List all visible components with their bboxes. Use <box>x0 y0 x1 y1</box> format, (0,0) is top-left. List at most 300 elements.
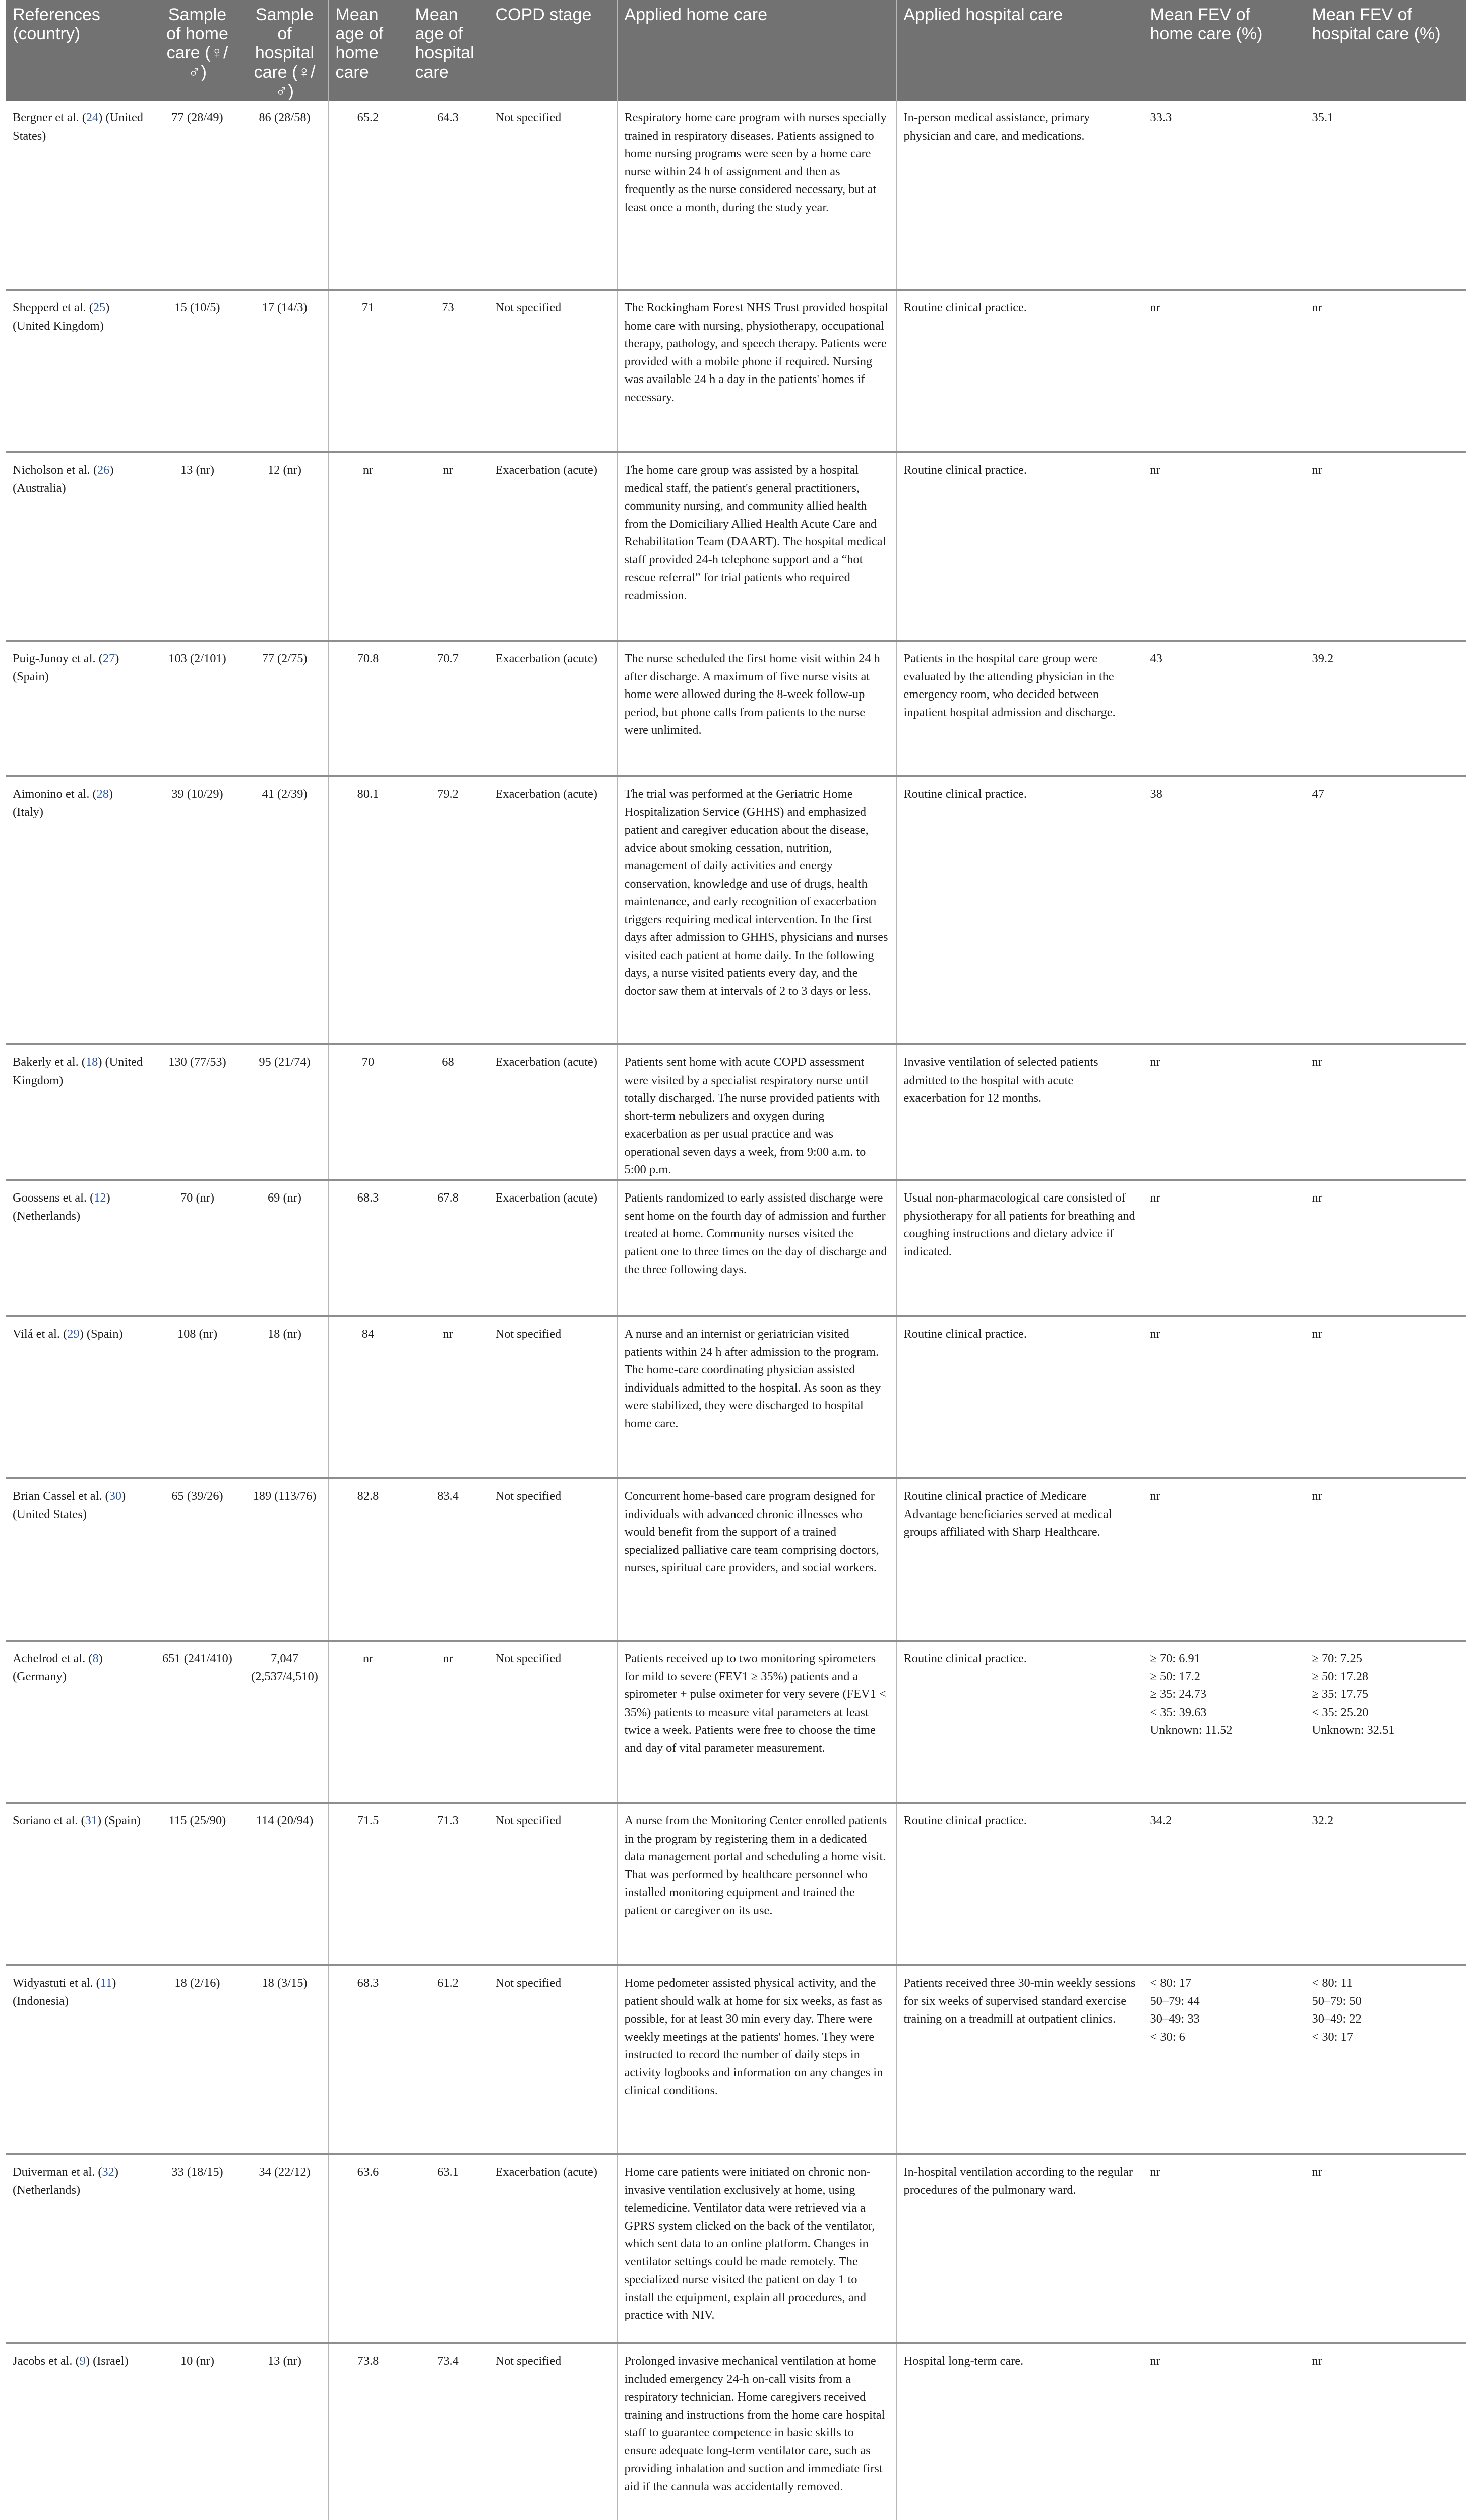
reference-cell <box>6 1803 154 1965</box>
age-hospital-cell-text: 68 <box>442 1055 454 1069</box>
fev-hospital-cell <box>1305 776 1466 1044</box>
home-care-cell-text: Concurrent home-based care program designed for individuals with advanced chronic illnesses who would benefit from the support of a trained specialized palliative care team comprising doctors, nurses, spiritual care providers, and social workers. <box>624 1489 879 1574</box>
age-home-cell-text: 80.1 <box>357 787 379 801</box>
age-home-cell-text: 68.3 <box>357 1976 379 1990</box>
sample-home-cell-text: 39 (10/29) <box>171 787 223 801</box>
fev-home-cell <box>1143 452 1305 641</box>
home-care-cell-text: Prolonged invasive mechanical ventilation at home included emergency 24-h on-call visits from a respiratory technician. Home caregivers received training and instructions from the home care hospital staff to guarantee competence in basic skills to ensure adequate long-term ventilator care, such as providing inhalation and suction and immediate first aid if the cannula was accidentally removed. <box>624 2354 885 2493</box>
sample-home-cell-text: 13 (nr) <box>180 463 215 477</box>
citation-link[interactable]: 29 <box>67 1327 80 1341</box>
fev-hospital-cell <box>1305 1478 1466 1641</box>
sample-hospital-cell <box>241 2343 328 2520</box>
hospital-care-cell <box>896 1965 1143 2154</box>
reference-country: ) (Spain) <box>13 652 119 683</box>
reference-author: Jacobs et al. ( <box>13 2354 80 2368</box>
age-hospital-cell <box>408 1044 488 1180</box>
age-home-cell-text: 82.8 <box>357 1489 379 1503</box>
age-hospital-cell <box>408 2154 488 2343</box>
reference-author: Achelrod et al. ( <box>13 1652 93 1665</box>
studies-table <box>6 0 1466 2520</box>
reference-author: Bakerly et al. ( <box>13 1055 86 1069</box>
fev-home-cell <box>1143 1044 1305 1180</box>
col-header-age-home: Mean age of home care <box>328 0 408 101</box>
age-home-cell-text: 63.6 <box>357 2165 379 2179</box>
fev-hospital-cell-text: nr <box>1312 1489 1322 1503</box>
copd-stage-cell-text: Not specified <box>495 301 562 314</box>
copd-stage-cell-text: Not specified <box>495 1976 562 1990</box>
reference-cell <box>6 1316 154 1478</box>
home-care-cell-text: Home pedometer assisted physical activity, and the patient should walk at home for six weeks, as fast as possible, for at least 30 min every day. There were weekly meetings at the patients' homes. They were instructed to record the number of daily steps in activity logbooks and information on any changes in clinical conditions. <box>624 1976 883 2097</box>
age-home-cell <box>328 1478 408 1641</box>
fev-home-cell <box>1143 290 1305 452</box>
fev-home-cell <box>1143 2343 1305 2520</box>
age-hospital-cell <box>408 1965 488 2154</box>
citation-link[interactable]: 12 <box>94 1191 106 1205</box>
fev-home-cell-text: nr <box>1150 1327 1160 1341</box>
hospital-care-cell-text: Usual non-pharmacological care consisted of physiotherapy for all patients for breathing and coughing instructions and dietary advice if indicated. <box>903 1191 1135 1258</box>
home-care-cell-text: Respiratory home care program with nurses specially trained in respiratory diseases. Patients assigned to home nursing programs were seen by a home care nurse within 24 h of assignment and then as frequently as the nurse considered necessary, but at least once a month, during the study year. <box>624 111 887 214</box>
reference-cell <box>6 452 154 641</box>
copd-stage-cell <box>488 2343 617 2520</box>
sample-home-cell-text: 115 (25/90) <box>168 1814 226 1828</box>
copd-stage-cell <box>488 2154 617 2343</box>
col-header-hospital-care: Applied hospital care <box>896 0 1143 101</box>
age-hospital-cell-text: 83.4 <box>437 1489 459 1503</box>
copd-stage-cell-text: Exacerbation (acute) <box>495 652 597 665</box>
home-care-cell <box>617 2154 896 2343</box>
sample-home-cell <box>154 776 241 1044</box>
reference-cell <box>6 1478 154 1641</box>
reference-author: Nicholson et al. ( <box>13 463 97 477</box>
sample-home-cell <box>154 1965 241 2154</box>
sample-hospital-cell-text: 34 (22/12) <box>259 2165 311 2179</box>
fev-home-cell-text: < 80: 17 50–79: 44 30–49: 33 < 30: 6 <box>1150 1976 1200 2044</box>
copd-stage-cell <box>488 1478 617 1641</box>
sample-home-cell-text: 10 (nr) <box>180 2354 215 2368</box>
sample-home-cell <box>154 1180 241 1316</box>
col-header-references: References (country) <box>6 0 154 101</box>
sample-home-cell <box>154 290 241 452</box>
fev-hospital-cell <box>1305 641 1466 776</box>
home-care-cell <box>617 1478 896 1641</box>
reference-country: ) (United Kingdom) <box>13 301 110 333</box>
copd-stage-cell <box>488 1316 617 1478</box>
citation-link[interactable]: 32 <box>102 2165 114 2179</box>
copd-stage-cell-text: Exacerbation (acute) <box>495 1055 597 1069</box>
age-home-cell-text: nr <box>362 463 374 477</box>
home-care-cell-text: A nurse from the Monitoring Center enrolled patients in the program by registering them in a dedicated data management portal and scheduling a home visit. That was performed by healthcare personnel who installed monitoring equipment and trained the patient or caregiver on its use. <box>624 1814 887 1917</box>
copd-stage-cell-text: Not specified <box>495 2354 562 2368</box>
table-row <box>6 1965 1466 2154</box>
fev-home-cell-text: nr <box>1150 463 1160 477</box>
hospital-care-cell-text: Routine clinical practice. <box>903 301 1027 314</box>
citation-link[interactable]: 11 <box>100 1976 112 1990</box>
hospital-care-cell-text: Routine clinical practice. <box>903 463 1027 477</box>
sample-hospital-cell <box>241 776 328 1044</box>
reference-country: ) (Italy) <box>13 787 113 819</box>
age-home-cell-text: 68.3 <box>357 1191 379 1205</box>
sample-hospital-cell <box>241 1316 328 1478</box>
table-row <box>6 290 1466 452</box>
age-hospital-cell <box>408 1180 488 1316</box>
hospital-care-cell-text: Routine clinical practice. <box>903 787 1027 801</box>
sample-hospital-cell-text: 189 (113/76) <box>253 1489 317 1503</box>
fev-hospital-cell-text: 35.1 <box>1312 111 1334 124</box>
table-row <box>6 641 1466 776</box>
copd-stage-cell-text: Exacerbation (acute) <box>495 1191 597 1205</box>
reference-author: Soriano et al. ( <box>13 1814 85 1828</box>
citation-link[interactable]: 24 <box>86 111 99 124</box>
sample-hospital-cell-text: 41 (2/39) <box>262 787 308 801</box>
sample-home-cell <box>154 1641 241 1803</box>
reference-country: ) (Netherlands) <box>13 1191 110 1223</box>
hospital-care-cell <box>896 776 1143 1044</box>
hospital-care-cell <box>896 641 1143 776</box>
reference-cell <box>6 1965 154 2154</box>
home-care-cell <box>617 2343 896 2520</box>
age-hospital-cell-text: 79.2 <box>437 787 459 801</box>
hospital-care-cell <box>896 1044 1143 1180</box>
copd-stage-cell <box>488 1965 617 2154</box>
age-hospital-cell-text: 71.3 <box>437 1814 459 1828</box>
sample-home-cell <box>154 2343 241 2520</box>
citation-link[interactable]: 28 <box>96 787 109 801</box>
fev-hospital-cell <box>1305 2343 1466 2520</box>
copd-stage-cell <box>488 1180 617 1316</box>
sample-home-cell-text: 130 (77/53) <box>168 1055 226 1069</box>
hospital-care-cell-text: Patients in the hospital care group were evaluated by the attending physician in the emergency room, who decided between inpatient hospital admission and discharge. <box>903 652 1116 719</box>
reference-country: ) (Spain) <box>97 1814 141 1828</box>
age-home-cell <box>328 1180 408 1316</box>
reference-country: ) (United Kingdom) <box>13 1055 143 1087</box>
sample-home-cell-text: 18 (2/16) <box>174 1976 220 1990</box>
age-hospital-cell-text: 61.2 <box>437 1976 459 1990</box>
age-home-cell-text: 84 <box>361 1327 375 1341</box>
sample-hospital-cell-text: 77 (2/75) <box>262 652 308 665</box>
citation-link[interactable]: 9 <box>79 2354 86 2368</box>
hospital-care-cell <box>896 1641 1143 1803</box>
sample-hospital-cell-text: 114 (20/94) <box>256 1814 314 1828</box>
age-hospital-cell <box>408 1478 488 1641</box>
age-hospital-cell-text: nr <box>443 463 453 477</box>
home-care-cell <box>617 101 896 290</box>
col-header-sample-hospital: Sample of hospital care (♀/♂) <box>241 0 328 101</box>
reference-author: Shepperd et al. ( <box>13 301 93 314</box>
age-hospital-cell-text: 67.8 <box>437 1191 459 1205</box>
fev-hospital-cell <box>1305 452 1466 641</box>
age-home-cell-text: 70 <box>361 1055 375 1069</box>
reference-author: Duiverman et al. ( <box>13 2165 102 2179</box>
reference-cell <box>6 1044 154 1180</box>
hospital-care-cell <box>896 2154 1143 2343</box>
sample-home-cell <box>154 1478 241 1641</box>
citation-link[interactable]: 25 <box>93 301 106 314</box>
fev-hospital-cell-text: nr <box>1312 1191 1322 1205</box>
age-home-cell <box>328 1965 408 2154</box>
fev-hospital-cell <box>1305 1180 1466 1316</box>
copd-stage-cell-text: Not specified <box>495 111 562 124</box>
age-hospital-cell <box>408 1803 488 1965</box>
fev-hospital-cell <box>1305 1965 1466 2154</box>
copd-stage-cell <box>488 1803 617 1965</box>
table-row <box>6 2154 1466 2343</box>
hospital-care-cell-text: Invasive ventilation of selected patients admitted to the hospital with acute exacerbation for 12 months. <box>903 1055 1098 1105</box>
table-body <box>6 101 1466 2520</box>
sample-hospital-cell-text: 13 (nr) <box>267 2354 302 2368</box>
fev-hospital-cell-text: 47 <box>1312 787 1324 801</box>
col-header-fev-home: Mean FEV of home care (%) <box>1143 0 1305 101</box>
age-hospital-cell <box>408 641 488 776</box>
age-hospital-cell-text: nr <box>443 1652 453 1665</box>
hospital-care-cell-text: In-person medical assistance, primary physician and care, and medications. <box>903 111 1090 143</box>
reference-author: Goossens et al. ( <box>13 1191 94 1205</box>
age-home-cell-text: 65.2 <box>357 111 379 124</box>
copd-stage-cell-text: Exacerbation (acute) <box>495 787 597 801</box>
fev-hospital-cell-text: nr <box>1312 1055 1322 1069</box>
reference-author: Puig-Junoy et al. ( <box>13 652 103 665</box>
col-header-fev-hospital: Mean FEV of hospital care (%) <box>1305 0 1466 101</box>
citation-link[interactable]: 26 <box>97 463 110 477</box>
hospital-care-cell-text: In-hospital ventilation according to the regular procedures of the pulmonary ward. <box>903 2165 1133 2197</box>
table-row <box>6 1641 1466 1803</box>
sample-hospital-cell <box>241 1044 328 1180</box>
reference-country: ) (Spain) <box>79 1327 123 1341</box>
fev-home-cell <box>1143 2154 1305 2343</box>
home-care-cell <box>617 1180 896 1316</box>
sample-home-cell-text: 103 (2/101) <box>168 652 226 665</box>
reference-author: Aimonino et al. ( <box>13 787 97 801</box>
hospital-care-cell <box>896 290 1143 452</box>
sample-home-cell <box>154 641 241 776</box>
home-care-cell <box>617 1803 896 1965</box>
fev-hospital-cell-text: nr <box>1312 463 1322 477</box>
reference-cell <box>6 776 154 1044</box>
reference-country: ) (United States) <box>13 1489 126 1521</box>
fev-home-cell-text: nr <box>1150 2354 1160 2368</box>
citation-link[interactable]: 31 <box>85 1814 97 1828</box>
fev-hospital-cell-text: 39.2 <box>1312 652 1334 665</box>
age-home-cell <box>328 641 408 776</box>
home-care-cell <box>617 776 896 1044</box>
reference-cell <box>6 641 154 776</box>
age-home-cell <box>328 1316 408 1478</box>
reference-author: Widyastuti et al. ( <box>13 1976 100 1990</box>
col-header-home-care: Applied home care <box>617 0 896 101</box>
hospital-care-cell-text: Routine clinical practice. <box>903 1327 1027 1341</box>
age-hospital-cell <box>408 1316 488 1478</box>
citation-link[interactable]: 8 <box>92 1652 99 1665</box>
fev-home-cell <box>1143 1180 1305 1316</box>
age-home-cell-text: 71 <box>361 301 375 314</box>
age-hospital-cell-text: 70.7 <box>437 652 459 665</box>
age-hospital-cell-text: 63.1 <box>437 2165 459 2179</box>
hospital-care-cell <box>896 1316 1143 1478</box>
citation-link[interactable]: 30 <box>109 1489 122 1503</box>
hospital-care-cell <box>896 1803 1143 1965</box>
fev-hospital-cell-text: nr <box>1312 2165 1322 2179</box>
table-row <box>6 1180 1466 1316</box>
reference-cell <box>6 1641 154 1803</box>
reference-author: Vilá et al. ( <box>13 1327 68 1341</box>
home-care-cell-text: Home care patients were initiated on chronic non-invasive ventilation exclusively at home, using telemedicine. Ventilator data were retrieved via a GPRS system clicked on the back of the ventilator, which sent data to an online platform. Changes in ventilator settings could be made remotely. The specialized nurse visited the patient on day 1 to install the equipment, explain all procedures, and practice with NIV. <box>624 2165 875 2322</box>
age-hospital-cell <box>408 101 488 290</box>
copd-stage-cell-text: Exacerbation (acute) <box>495 463 597 477</box>
fev-hospital-cell <box>1305 1044 1466 1180</box>
age-home-cell <box>328 452 408 641</box>
table-row <box>6 2343 1466 2520</box>
copd-stage-cell-text: Not specified <box>495 1814 562 1828</box>
age-hospital-cell-text: nr <box>443 1327 453 1341</box>
age-home-cell <box>328 2343 408 2520</box>
sample-home-cell-text: 651 (241/410) <box>162 1652 232 1665</box>
reference-cell <box>6 2154 154 2343</box>
reference-country: ) (Israel) <box>85 2354 129 2368</box>
sample-hospital-cell-text: 18 (nr) <box>267 1327 302 1341</box>
fev-home-cell-text: ≥ 70: 6.91 ≥ 50: 17.2 ≥ 35: 24.73 < 35: 39.63 Unknown: 11.52 <box>1150 1652 1233 1737</box>
sample-hospital-cell <box>241 1965 328 2154</box>
age-hospital-cell-text: 73.4 <box>437 2354 459 2368</box>
table-row <box>6 776 1466 1044</box>
fev-hospital-cell <box>1305 1316 1466 1478</box>
age-hospital-cell <box>408 776 488 1044</box>
sample-hospital-cell <box>241 1478 328 1641</box>
age-hospital-cell <box>408 290 488 452</box>
reference-cell <box>6 2343 154 2520</box>
copd-stage-cell-text: Not specified <box>495 1489 562 1503</box>
age-home-cell-text: 70.8 <box>357 652 379 665</box>
home-care-cell-text: The trial was performed at the Geriatric Home Hospitalization Service (GHHS) and emphasized patient and caregiver education about the disease, advice about smoking cessation, nutrition, management of daily activities and energy conservation, knowledge and use of drugs, health maintenance, and early recognition of exacerbation triggers requiring medical intervention. In the first days after admission to GHHS, physicians and nurses visited each patient at home daily. In the following days, a nurse visited patients every day, and the doctor saw them at intervals of 2 to 3 days or less. <box>624 787 888 998</box>
table-row <box>6 1044 1466 1180</box>
table-wrapper <box>6 0 1466 2520</box>
fev-home-cell <box>1143 1478 1305 1641</box>
sample-home-cell-text: 108 (nr) <box>177 1327 218 1341</box>
copd-stage-cell <box>488 101 617 290</box>
copd-stage-cell <box>488 776 617 1044</box>
sample-hospital-cell-text: 18 (3/15) <box>262 1976 308 1990</box>
copd-stage-cell <box>488 290 617 452</box>
age-home-cell-text: nr <box>362 1652 374 1665</box>
table-row <box>6 1316 1466 1478</box>
reference-author: Brian Cassel et al. ( <box>13 1489 109 1503</box>
hospital-care-cell <box>896 452 1143 641</box>
hospital-care-cell-text: Routine clinical practice of Medicare Advantage beneficiaries served at medical groups affiliated with Sharp Healthcare. <box>903 1489 1112 1539</box>
hospital-care-cell <box>896 1180 1143 1316</box>
fev-home-cell-text: nr <box>1150 301 1160 314</box>
home-care-cell <box>617 452 896 641</box>
home-care-cell-text: The home care group was assisted by a hospital medical staff, the patient's general practitioners, community nursing, and community allied health from the Domiciliary Allied Health Acute Care and Rehabilitation Team (DAART). The hospital medical staff provided 24-h telephone support and a “hot rescue referral” for trial patients who required readmission. <box>624 463 886 602</box>
sample-home-cell <box>154 1044 241 1180</box>
sample-hospital-cell <box>241 641 328 776</box>
sample-hospital-cell <box>241 101 328 290</box>
age-home-cell <box>328 290 408 452</box>
fev-home-cell <box>1143 1316 1305 1478</box>
age-home-cell <box>328 101 408 290</box>
citation-link[interactable]: 27 <box>102 652 115 665</box>
fev-hospital-cell <box>1305 1803 1466 1965</box>
home-care-cell-text: Patients sent home with acute COPD assessment were visited by a specialist respiratory nurse until totally discharged. The nurse provided patients with short-term nebulizers and oxygen during exacerbation as per usual practice and was operational seven days a week, from 9:00 a.m. to 5:00 p.m. <box>624 1055 880 1176</box>
fev-home-cell <box>1143 641 1305 776</box>
home-care-cell-text: Patients received up to two monitoring spirometers for mild to severe (FEV1 ≥ 35%) patients and a spirometer + pulse oximeter for very severe (FEV1 < 35%) patients to measure vital parameters at least twice a week. Patients were free to choose the time and day of vital parameter measurement. <box>624 1652 886 1755</box>
fev-hospital-cell <box>1305 2154 1466 2343</box>
age-home-cell <box>328 2154 408 2343</box>
col-header-copd-stage: COPD stage <box>488 0 617 101</box>
sample-home-cell-text: 33 (18/15) <box>171 2165 223 2179</box>
home-care-cell-text: The Rockingham Forest NHS Trust provided hospital home care with nursing, physiotherapy, occupational therapy, pathology, and speech therapy. Patients were provided with a mobile phone if required. Nursing was available 24 h a day in the patients' homes if necessary. <box>624 301 888 404</box>
copd-stage-cell <box>488 641 617 776</box>
hospital-care-cell <box>896 101 1143 290</box>
home-care-cell <box>617 290 896 452</box>
age-hospital-cell <box>408 452 488 641</box>
reference-cell <box>6 1180 154 1316</box>
fev-home-cell <box>1143 101 1305 290</box>
sample-home-cell <box>154 1316 241 1478</box>
fev-home-cell <box>1143 1641 1305 1803</box>
age-hospital-cell <box>408 1641 488 1803</box>
sample-home-cell-text: 15 (10/5) <box>174 301 220 314</box>
sample-hospital-cell <box>241 290 328 452</box>
reference-cell <box>6 101 154 290</box>
age-hospital-cell-text: 73 <box>442 301 454 314</box>
sample-hospital-cell <box>241 2154 328 2343</box>
fev-home-cell-text: nr <box>1150 2165 1160 2179</box>
hospital-care-cell-text: Hospital long-term care. <box>903 2354 1024 2368</box>
table-row <box>6 452 1466 641</box>
sample-home-cell <box>154 1803 241 1965</box>
fev-hospital-cell-text: nr <box>1312 1327 1322 1341</box>
fev-home-cell-text: 33.3 <box>1150 111 1172 124</box>
fev-home-cell-text: nr <box>1150 1489 1160 1503</box>
hospital-care-cell-text: Routine clinical practice. <box>903 1814 1027 1828</box>
fev-home-cell-text: 34.2 <box>1150 1814 1172 1828</box>
table-row <box>6 1803 1466 1965</box>
fev-home-cell-text: 43 <box>1150 652 1162 665</box>
fev-home-cell-text: 38 <box>1150 787 1162 801</box>
citation-link[interactable]: 18 <box>85 1055 98 1069</box>
sample-home-cell <box>154 452 241 641</box>
sample-hospital-cell <box>241 1180 328 1316</box>
header-row <box>6 0 1466 101</box>
sample-home-cell-text: 70 (nr) <box>180 1191 215 1205</box>
age-hospital-cell-text: 64.3 <box>437 111 459 124</box>
copd-stage-cell-text: Not specified <box>495 1652 562 1665</box>
fev-hospital-cell <box>1305 290 1466 452</box>
fev-home-cell-text: nr <box>1150 1191 1160 1205</box>
home-care-cell <box>617 1316 896 1478</box>
fev-hospital-cell-text: nr <box>1312 2354 1322 2368</box>
copd-stage-cell <box>488 1641 617 1803</box>
fev-hospital-cell <box>1305 1641 1466 1803</box>
hospital-care-cell <box>896 2343 1143 2520</box>
sample-home-cell-text: 65 (39/26) <box>171 1489 223 1503</box>
home-care-cell <box>617 1965 896 2154</box>
copd-stage-cell-text: Not specified <box>495 1327 562 1341</box>
age-home-cell <box>328 1044 408 1180</box>
sample-home-cell <box>154 101 241 290</box>
sample-hospital-cell-text: 12 (nr) <box>267 463 302 477</box>
age-home-cell-text: 73.8 <box>357 2354 379 2368</box>
col-header-age-hospital: Mean age of hospital care <box>408 0 488 101</box>
fev-hospital-cell-text: 32.2 <box>1312 1814 1334 1828</box>
sample-home-cell-text: 77 (28/49) <box>171 111 223 124</box>
age-home-cell <box>328 1803 408 1965</box>
reference-country: ) (Netherlands) <box>13 2165 118 2197</box>
reference-country: ) (Germany) <box>13 1652 103 1683</box>
age-home-cell <box>328 1641 408 1803</box>
reference-country: ) (United States) <box>13 111 143 143</box>
fev-home-cell <box>1143 776 1305 1044</box>
fev-hospital-cell <box>1305 101 1466 290</box>
sample-hospital-cell-text: 95 (21/74) <box>259 1055 311 1069</box>
